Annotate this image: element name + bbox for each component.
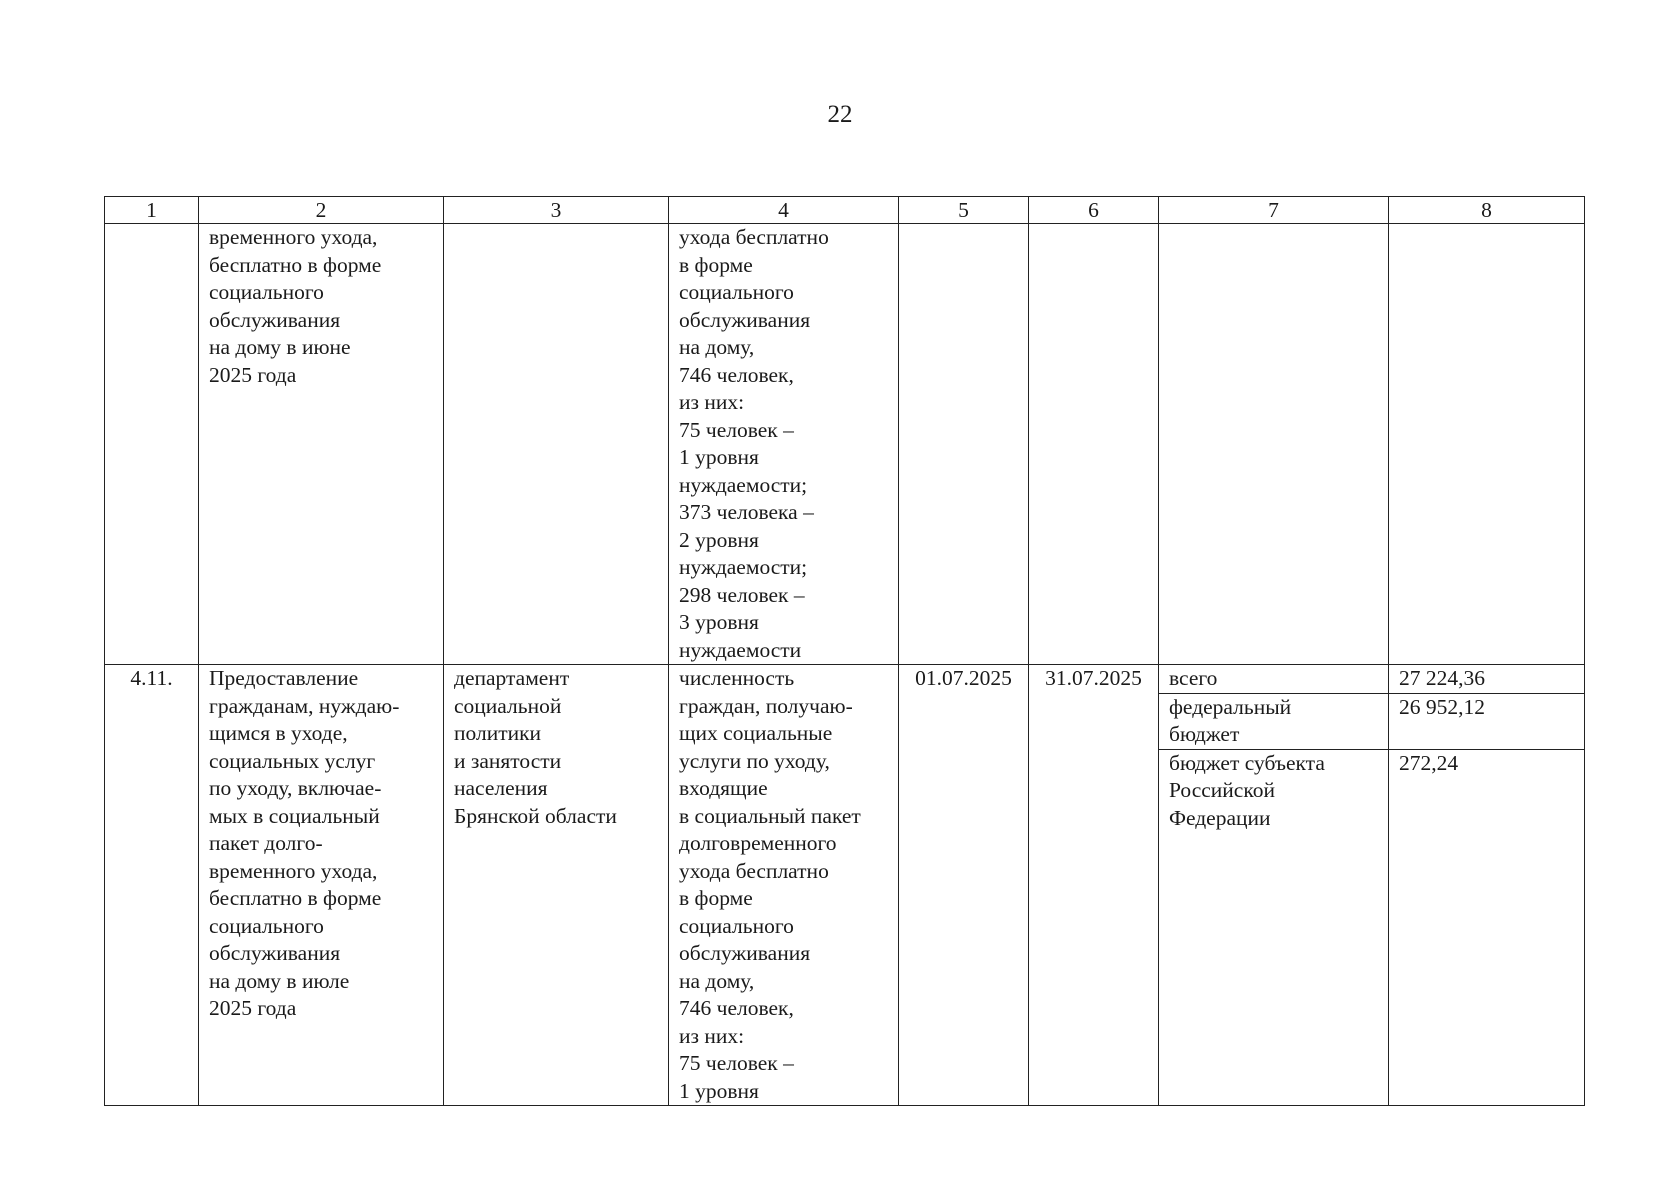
cell-text-line: в социальный пакет (679, 803, 861, 828)
cell-text-line: социального (679, 280, 794, 304)
start-date-cell (899, 224, 1029, 665)
cell-text-line: 3 уровня (679, 610, 759, 634)
cell-text-line: нуждаемости; (679, 472, 808, 497)
funding-amount-cell: 272,24 (1389, 749, 1585, 1105)
funding-amount-cell (1389, 224, 1585, 665)
cell-text-line: социального (209, 280, 324, 304)
cell-text-line: 75 человек – (679, 1051, 794, 1075)
cell-text-line: населения (454, 776, 548, 800)
header-cell: 4 (669, 197, 899, 224)
cell-text-line: из них: (679, 1023, 745, 1048)
cell-text-line: нуждаемости (679, 637, 802, 662)
funding-source-cell (1159, 665, 1389, 694)
cell-text-line: численность (679, 666, 795, 690)
page-number: 22 (827, 101, 853, 128)
cell-text-line: Предоставление (209, 666, 359, 690)
indicator-cell (669, 224, 899, 665)
funding-amount-cell: 27 224,36 (1389, 665, 1585, 694)
end-date-cell: 31.07.2025 (1029, 665, 1159, 1106)
cell-text-line: обслуживания (679, 307, 811, 332)
cell-text-line: ухода бесплатно (679, 858, 829, 883)
cell-text-line: на дому, (679, 335, 755, 359)
cell-text-line: Брянской области (454, 803, 617, 828)
header-cell: 8 (1389, 197, 1585, 224)
responsible-cell (444, 224, 669, 665)
cell-text-line: бесплатно в форме (209, 252, 382, 277)
cell-text-line: ухода бесплатно (679, 225, 829, 249)
funding-amount-cell: 26 952,12 (1389, 693, 1585, 749)
cell-text-line: на дому, (679, 968, 755, 993)
cell-text-line: 2025 года (209, 362, 297, 387)
cell-text-line: входящие (679, 776, 768, 800)
cell-text-line: на дому в июле (209, 968, 350, 993)
cell-text-line: социального (679, 913, 794, 938)
row-number-cell (105, 224, 199, 665)
indicator-cell (669, 665, 899, 1106)
end-date-cell (1029, 224, 1159, 665)
cell-text-line: Федерации (1169, 805, 1271, 830)
cell-text-line: пакет долго- (209, 831, 323, 855)
table-row-continued (105, 224, 1585, 665)
header-cell: 3 (444, 197, 669, 224)
table-header-row (105, 197, 1585, 224)
funding-source-cell (1159, 749, 1389, 1105)
cell-text-line: на дому в июне (209, 335, 351, 359)
cell-text-line: временного ухода, (209, 858, 378, 883)
funding-source-cell (1159, 224, 1389, 665)
program-table (104, 196, 1585, 1106)
cell-text-line: по уходу, включае- (209, 776, 382, 800)
cell-text-line: нуждаемости; (679, 555, 808, 579)
cell-text-line: социальных услуг (209, 748, 376, 773)
cell-text-line: обслуживания (209, 941, 341, 965)
event-description-cell (199, 224, 444, 665)
table-row-4-11 (105, 665, 1585, 694)
cell-text-line: щих социальные (679, 721, 833, 745)
cell-text-line: департамент (454, 666, 570, 690)
cell-text-line: в форме (679, 252, 753, 277)
header-cell: 7 (1159, 197, 1389, 224)
cell-text-line: 2025 года (209, 996, 297, 1020)
cell-text-line: долговременного (679, 831, 837, 855)
cell-text-line: 1 уровня (679, 1078, 759, 1103)
cell-text-line: 746 человек, (679, 362, 794, 387)
cell-text-line: временного ухода, (209, 225, 378, 249)
funding-source-cell (1159, 693, 1389, 749)
row-number-cell: 4.11. (105, 665, 199, 1106)
start-date-cell: 01.07.2025 (899, 665, 1029, 1106)
cell-text-line: в форме (679, 886, 753, 910)
cell-text-line: бюджет субъекта (1169, 750, 1325, 775)
cell-text-line: 298 человек – (679, 582, 805, 607)
header-cell: 6 (1029, 197, 1159, 224)
cell-text-line: обслуживания (209, 307, 341, 332)
cell-text-line: социального (209, 913, 324, 938)
cell-text-line: всего (1169, 666, 1218, 690)
cell-text-line: политики (454, 721, 542, 745)
cell-text-line: социальной (454, 693, 562, 718)
cell-text-line: 1 уровня (679, 445, 759, 469)
cell-text-line: обслуживания (679, 941, 811, 965)
event-description-cell (199, 665, 444, 1106)
header-cell: 2 (199, 197, 444, 224)
cell-text-line: бесплатно в форме (209, 886, 382, 910)
header-cell: 5 (899, 197, 1029, 224)
cell-text-line: гражданам, нуждаю- (209, 693, 400, 718)
cell-text-line: и занятости (454, 748, 562, 773)
cell-text-line: услуги по уходу, (679, 748, 830, 773)
responsible-cell (444, 665, 669, 1106)
cell-text-line: 746 человек, (679, 996, 794, 1020)
cell-text-line: федеральный (1169, 694, 1292, 719)
cell-text-line: 373 человека – (679, 500, 814, 524)
cell-text-line: Российской (1169, 778, 1275, 803)
cell-text-line: бюджет (1169, 722, 1240, 747)
cell-text-line: 75 человек – (679, 417, 794, 442)
cell-text-line: из них: (679, 390, 745, 414)
cell-text-line: мых в социальный (209, 803, 380, 828)
header-cell: 1 (105, 197, 199, 224)
cell-text-line: щимся в уходе, (209, 721, 348, 745)
cell-text-line: граждан, получаю- (679, 693, 853, 718)
cell-text-line: 2 уровня (679, 527, 759, 552)
